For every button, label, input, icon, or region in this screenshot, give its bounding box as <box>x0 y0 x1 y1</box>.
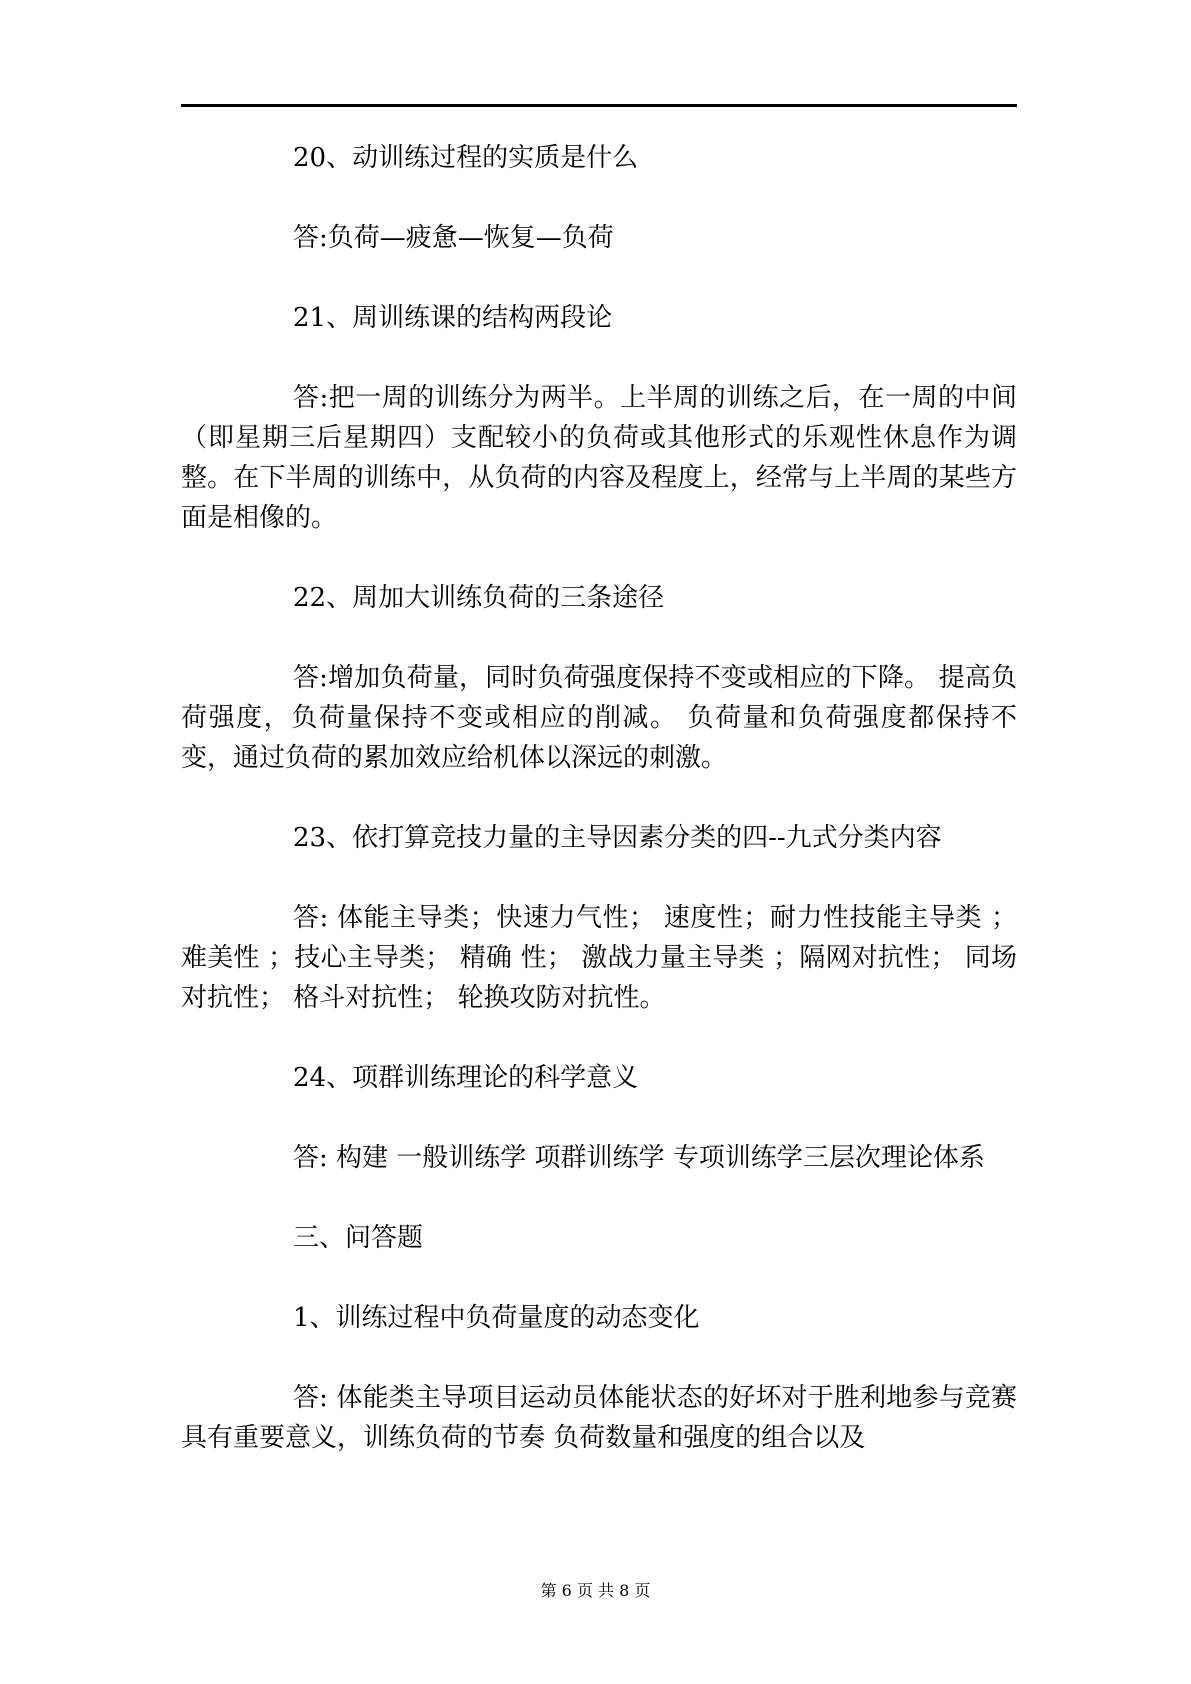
answer-23: 答: 体能主导类；快速力气性； 速度性；耐力性技能主导类 ； 难美性 ；技心主导类； 精确 性； 激战力量主导类 ；隔网对抗性； 同场对抗性； 格斗对抗性； 轮换攻防对抗性。 <box>181 903 1017 1013</box>
page-content <box>181 138 1017 1458</box>
essay-answer-1: 答: 体能类主导项目运动员体能状态的好坏对于胜利地参与竞赛具有重要意义，训练负荷的节奏 负荷数量和强度的组合以及 <box>181 1383 1017 1453</box>
answer-20: 答:负荷—疲惫—恢复—负荷 <box>293 223 614 253</box>
section-title: 三、问答题 <box>293 1223 424 1253</box>
answer-24: 答: 构建 一般训练学 项群训练学 专项训练学三层次理论体系 <box>293 1143 985 1173</box>
page-footer: 第 6 页 共 8 页 <box>540 1581 651 1600</box>
header-rule <box>181 104 1017 107</box>
question-24: 24、项群训练理论的科学意义 <box>293 1063 639 1093</box>
answer-22: 答:增加负荷量，同时负荷强度保持不变或相应的下降。 提高负荷强度，负荷量保持不变或相应的削减。 负荷量和负荷强度都保持不变，通过负荷的累加效应给机体以深远的刺激。 <box>181 663 1017 773</box>
question-23: 23、依打算竞技力量的主导因素分类的四--九式分类内容 <box>293 823 942 853</box>
question-21: 21、周训练课的结构两段论 <box>293 303 613 333</box>
answer-21: 答:把一周的训练分为两半。上半周的训练之后，在一周的中间（即星期三后星期四）支配较小的负荷或其他形式的乐观性休息作为调整。在下半周的训练中，从负荷的内容及程度上，经常与上半周的某些方面是相像的。 <box>181 383 1017 533</box>
essay-question-1: 1、训练过程中负荷量度的动态变化 <box>293 1303 700 1333</box>
question-20: 20、动训练过程的实质是什么 <box>293 143 639 173</box>
question-22: 22、周加大训练负荷的三条途径 <box>293 583 665 613</box>
